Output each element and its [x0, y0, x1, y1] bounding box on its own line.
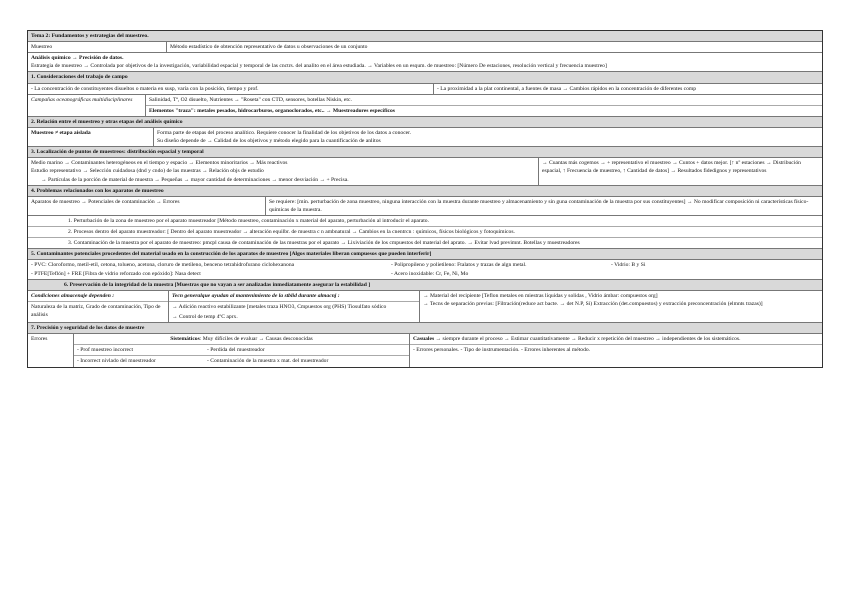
systematic-errors	[73, 334, 409, 366]
section-5-line-2	[31, 270, 819, 278]
glass-text: - Vidrio: B y Si	[611, 262, 646, 269]
section-6-row	[28, 291, 822, 323]
section-2-title: 2. Relación entre el muestreo y otras etapas del análisis químico	[28, 117, 822, 127]
systematic-heading: Sistemáticos	[170, 336, 200, 343]
section-3-line-2: Estudio representativo → Selección cuidadosa (dnd y cndo) de las muestras → Relación objs de estudio	[31, 168, 264, 175]
doc-title: Tema 2: Fundamentos y estrategias del muestreo.	[28, 31, 822, 41]
section-4-left: Aparatos de muestreo → Potenciales de contaminación → Errores	[31, 198, 180, 205]
errors-label: Errores	[31, 336, 48, 343]
section-5-block	[28, 260, 822, 278]
muestreo-row	[28, 42, 822, 53]
section-7-title: 7. Precisión y seguridad de los datos de muestre	[28, 323, 822, 333]
section-6-col-3	[419, 291, 822, 322]
storage-text: Naturaleza de la matriz, Grado de contaminación, Tipo de análisis	[31, 303, 161, 318]
systematic-col-1	[74, 345, 204, 366]
section-1-left: - La concentración de constituyentes disueltos o materia en susp, varía con la posición, tiempo y prof.	[31, 85, 259, 92]
section-6-title: 6. Preservación de la integridad de la muestra [Muestras que no vayan a ser analizadas inmediatamente asegurar la estabilidad ]	[28, 280, 822, 290]
analisis-block	[28, 53, 822, 71]
section-4-row	[28, 197, 822, 216]
analisis-row	[28, 53, 822, 72]
casual-heading: Casuales	[413, 336, 435, 343]
section-1-row-b	[28, 95, 822, 117]
techniques-line-1: → Adición reactivo estabilizante [metales traza HNO3, Cmpuestos org (PHS) Tiosulfato sódico	[172, 303, 387, 310]
section-1-header	[28, 72, 822, 83]
casual-desc: → siempre durante el proceso → Estimar cuantitativamente → Reducir x repetición del muestreo → independientes de los sistemáticos.	[435, 336, 741, 343]
systematic-list	[74, 345, 409, 366]
muestreo-label: Muestreo	[31, 44, 53, 51]
document-table	[27, 30, 823, 368]
section-3-row	[28, 158, 822, 185]
campaigns-content	[145, 95, 822, 116]
steel-text: - Acero inoxidable: Cr, Fe, Ni, Mo	[391, 270, 469, 277]
muestreo-definition: Método estadístico de obtención representativo de datos u observaciones de un conjunto	[166, 42, 822, 52]
section-2-row	[28, 128, 822, 147]
list-item: - Contaminación de la muestra x mat. del muestreador	[207, 358, 329, 365]
section-3-left	[28, 158, 538, 184]
section-5-line-1	[31, 261, 819, 269]
section-1-row-a	[28, 84, 822, 95]
section-5-header	[28, 249, 822, 260]
analisis-text: Estrategia de muestreo → Controlada por objetivos de la investigación, variabilidad espacial y temporal de las cnctrs. del analito en el área estudiada. → Variables en un esqum. de muestreo: [Número De estaciones, resolución vertical y frecuencia muestreo]	[31, 63, 607, 70]
systematic-desc: : Muy difíciles de evaluar → Causas desconocidas	[199, 336, 313, 343]
casual-errors	[409, 334, 822, 366]
section-4-list-row	[28, 216, 822, 249]
analisis-heading: Análisis químico → Precisión de datos.	[31, 55, 124, 62]
separation-text: → Tecns de separación previas: [Filtración(reduce act bacte. → det N.P, Si) Extracción (det.compuestos) y extracción preconcentración (elmnts trazas)]	[423, 300, 763, 307]
section-6-col-2	[168, 291, 419, 322]
list-item: 1. Perturbación de la zona de muestreo por el aparato muestreador [Método muestreo, contaminación x material del aparato, perturbación al introducir el aparato.	[28, 216, 822, 227]
section-2-line-1: Forma parte de etapas del proceso analítico. Requiere conocer la finalidad de los objetivos de los datos a conocer.	[157, 129, 412, 136]
techniques-line-2: → Control de temp 4ºC aprx.	[172, 313, 238, 320]
section-5-title: 5. Contaminantes potenciales procedentes del material usado en la construcción de los aparatos de muestreo [Algos materiales liberan compuesos que pueden interferir]	[28, 249, 822, 259]
section-2-label: Muestreo ≠ etapa aislada	[31, 129, 91, 136]
techniques-heading: Tecn generalque ayudan al mantenimiento de la stblid durante almacnj :	[169, 291, 419, 302]
campaigns-label: Campañas oceanográficas multidisciplinares	[31, 96, 133, 103]
list-item: - Incorrect nivlado del muestreador	[77, 358, 156, 365]
casual-line-2: - Errores personales. - Tipo de instrumentación. - Errores inherentes al método.	[413, 347, 591, 354]
campaigns-line-1: Salinidad, Tª, O2 disuelto, Nutrientes → "Roseta" con CTD, sensores, botellas Niskin, etc.	[146, 95, 822, 106]
list-item: - Prof muestreo incorrect	[74, 345, 204, 356]
section-2-header	[28, 117, 822, 128]
pvc-text: - PVC: Cloroformo, metil-etil, cetona, tolueno, acetona, cloruro de metileno, benceno tetrahidrofurano ciclohexanona	[31, 262, 295, 269]
recipient-text: → Material del recipiente [Teflon metales en miestras líquidas y solidas , Vidrio ámbar: compuestos org]	[423, 292, 658, 299]
section-5-content	[28, 260, 822, 279]
section-2-line-2: Su diseño depende de → Calidad de los objetivos y método elegido para la cuantificación de anlitos	[157, 138, 381, 145]
section-3-title: 3. Localización de puntos de muestreos: distribución espacial y temporal	[28, 147, 822, 157]
ptfe-text: - PTFE[Teflón] + FRE [Fibra de vidrio reforzado con epóxido]: Nasa detect	[31, 270, 201, 277]
section-4-right: Se requiere: [mín. perturbación de zona muestreo, ninguna interacción con la muestra durante muestreo y almacenamiento y sin guna contaminación de la muestra por sus constituyentes] → No modificar composición ni características físico-químicas de la muestra.	[265, 197, 822, 215]
section-3-header	[28, 147, 822, 158]
doc-title-row	[28, 31, 822, 42]
section-1-right: - La proximidad a la plat continental, a fuentes de masa → Cambios rápidos en la concentración de diferentes comp	[433, 84, 822, 94]
polypropylene-text: - Polipropileno y polietileno: Ftalatos y trazas de algn metal.	[391, 262, 527, 269]
section-2-content	[153, 128, 822, 146]
section-3-right: → Cuantas más cogemos → + representativo el muestreo → Cuntos + datos mejor. [↑ nº estaciones → Distribución espacial, ↑ Frecuencia de muestreo, ↑ Cantidad de datos] → Resultados fidedignos y representativos	[538, 158, 822, 184]
section-4-header	[28, 186, 822, 197]
systematic-col-2	[204, 345, 409, 366]
list-item: - Perdida del muestreador	[204, 345, 409, 356]
section-3-line-1: Medio marino → Contaminantes heterogéneos en el tiempo y espacio → Elementos minoritarios → Más reactivos	[31, 160, 288, 167]
section-4-title: 4. Problemas relacionados con los aparatos de muestreo	[28, 186, 822, 196]
section-7-row	[28, 334, 822, 366]
section-1-title: 1. Consideraciones del trabajo de campo	[28, 72, 822, 82]
storage-heading: Condiciones almacenaje dependen :	[28, 291, 168, 302]
list-item: 2. Procesos dentro del aparato muestreador: [ Dentro del aparato muestreador → alteración equilbr. de muestra c n ambnatural → Cambios en la cnentrcn : químicos, físicos biológicos y fotoquímicos.	[28, 227, 822, 238]
section-4-list	[28, 216, 822, 248]
section-3-line-3: → Partículas de la porción de material de muestra → Pequeñas → mayor cantidad de determinaciones → menor desviación → + Precisa.	[41, 176, 349, 183]
section-6-header	[28, 280, 822, 291]
systematic-heading-line	[74, 334, 409, 345]
section-6-col-1	[28, 291, 168, 322]
section-7-header	[28, 323, 822, 334]
list-item: 3. Contaminación de la muestra por el aparato de muestreo: pmcpl causa de contaminación de las muestras por el aparato → Lixiviación de los cmpuestos del material del aprato. → Evitar lvad previmnt. Botellas y muestreadores	[68, 240, 580, 247]
casual-line-1	[410, 334, 822, 345]
campaigns-line-2: Elementos "traza": metales pesados, hidrocarburos, organoclorados, etc.. → Muestreadores específicos	[149, 107, 395, 114]
